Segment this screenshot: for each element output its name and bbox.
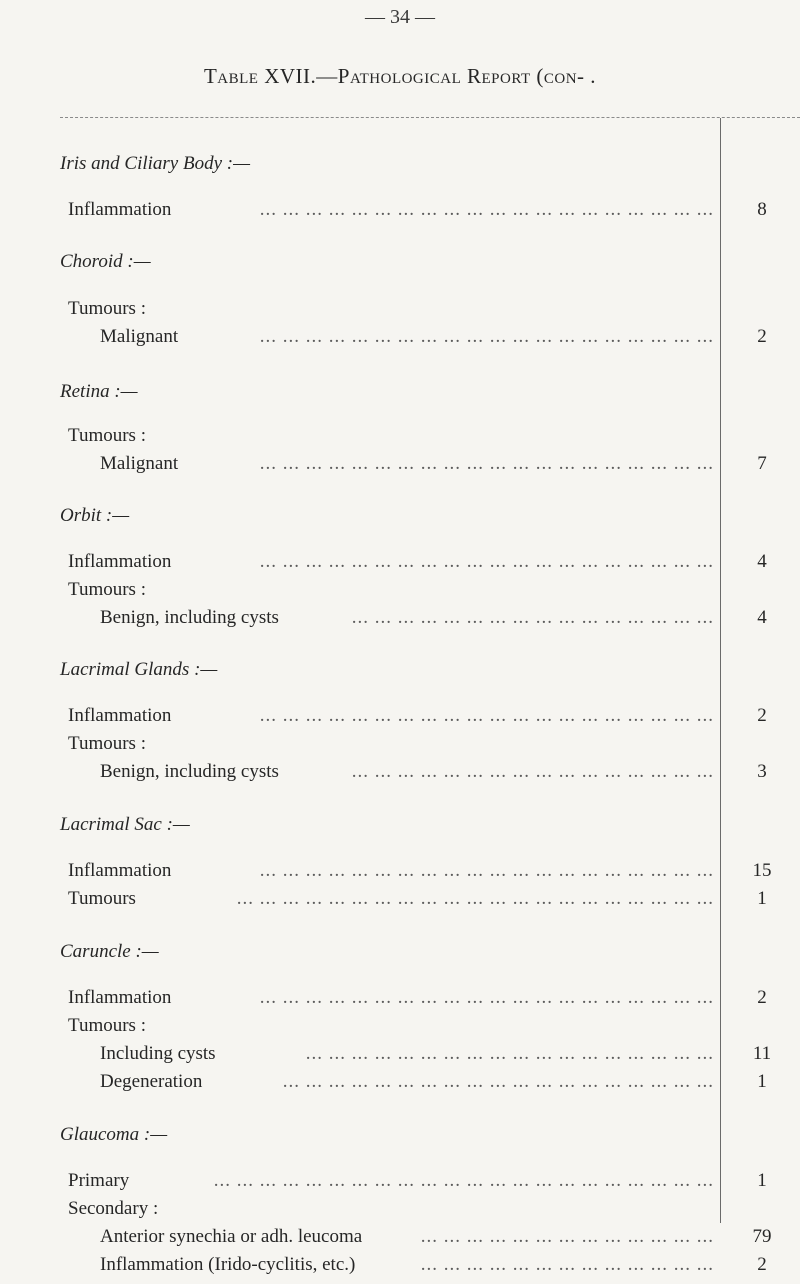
table-row <box>0 502 800 530</box>
table-row <box>0 295 800 323</box>
row-label: Including cysts <box>100 1043 216 1064</box>
table-row <box>0 1167 800 1195</box>
table-row <box>0 150 800 178</box>
row-count: 2 <box>757 705 767 726</box>
row-label: Tumours : <box>68 1015 146 1036</box>
row-count: 3 <box>757 761 767 782</box>
dot-leader: ... ... ... ... ... ... ... ... ... ... ... ... ... ... ... ... ... ... ... ... <box>259 199 714 220</box>
row-label: Inflammation <box>68 199 172 220</box>
dot-leader: ... ... ... ... ... ... ... ... ... ... ... ... ... ... ... ... ... ... ... ... <box>259 987 714 1008</box>
table-row <box>0 857 800 885</box>
row-count: 4 <box>757 551 767 572</box>
dot-leader: ... ... ... ... ... ... ... ... ... ... ... ... ... ... ... ... ... ... ... ... <box>259 860 714 881</box>
table-row <box>0 248 800 276</box>
row-label: Caruncle :— <box>60 941 159 962</box>
row-label: Benign, including cysts <box>100 607 279 628</box>
dot-leader: ... ... ... ... ... ... ... ... ... ... ... ... ... <box>420 1254 714 1275</box>
row-count: 11 <box>752 1043 772 1064</box>
table-row <box>0 422 800 450</box>
row-label: Lacrimal Glands :— <box>60 659 218 680</box>
row-count: 15 <box>752 860 772 881</box>
table-row <box>0 885 800 913</box>
table-row <box>0 702 800 730</box>
row-label: Secondary : <box>68 1198 159 1219</box>
table-row <box>0 1012 800 1040</box>
dot-leader: ... ... ... ... ... ... ... ... ... ... ... ... ... ... ... ... ... ... ... ... <box>259 705 714 726</box>
row-count: 79 <box>752 1226 772 1247</box>
table-row <box>0 656 800 684</box>
row-label: Retina :— <box>60 381 138 402</box>
table-row <box>0 1251 800 1279</box>
table-row <box>0 1040 800 1068</box>
row-count: 4 <box>757 607 767 628</box>
row-count: 2 <box>757 987 767 1008</box>
dot-leader: ... ... ... ... ... ... ... ... ... ... ... ... ... ... ... ... ... ... ... ... <box>259 453 714 474</box>
row-label: Choroid :— <box>60 251 151 272</box>
table-row <box>0 938 800 966</box>
table-row <box>0 984 800 1012</box>
row-label: Iris and Ciliary Body :— <box>60 153 250 174</box>
table-row <box>0 576 800 604</box>
table-row <box>0 548 800 576</box>
table-row <box>0 450 800 478</box>
dot-leader: ... ... ... ... ... ... ... ... ... ... ... ... ... ... ... ... ... ... ... ... <box>259 551 714 572</box>
row-label: Tumours : <box>68 425 146 446</box>
table-row <box>0 196 800 224</box>
row-count: 2 <box>757 1254 767 1275</box>
row-count: 7 <box>757 453 767 474</box>
dot-leader: ... ... ... ... ... ... ... ... ... ... ... ... ... ... ... ... <box>351 761 714 782</box>
table-row <box>0 758 800 786</box>
table-row <box>0 730 800 758</box>
table-row <box>0 1121 800 1149</box>
dot-leader: ... ... ... ... ... ... ... ... ... ... ... ... ... ... ... ... ... ... ... ... <box>259 326 714 347</box>
row-label: Anterior synechia or adh. leucoma <box>100 1226 363 1247</box>
row-count: 1 <box>757 1071 767 1092</box>
top-rule <box>60 117 800 118</box>
row-label: Primary <box>68 1170 130 1191</box>
page-number: — 34 — <box>365 6 435 28</box>
row-count: 1 <box>757 1170 767 1191</box>
row-label: Inflammation <box>68 860 172 881</box>
row-label: Lacrimal Sac :— <box>60 814 190 835</box>
row-label: Malignant <box>100 326 179 347</box>
row-label: Tumours : <box>68 579 146 600</box>
row-count: 1 <box>757 888 767 909</box>
row-count: 2 <box>757 326 767 347</box>
row-label: Orbit :— <box>60 505 130 526</box>
row-label: Inflammation (Irido-cyclitis, etc.) <box>100 1254 356 1275</box>
row-label: Inflammation <box>68 705 172 726</box>
row-label: Inflammation <box>68 987 172 1008</box>
table-row <box>0 604 800 632</box>
row-count: 8 <box>757 199 767 220</box>
dot-leader: ... ... ... ... ... ... ... ... ... ... ... ... ... ... ... ... ... ... ... ... ... ... <box>213 1170 714 1191</box>
row-label: Inflammation <box>68 551 172 572</box>
dot-leader: ... ... ... ... ... ... ... ... ... ... ... ... ... ... ... ... ... ... ... <box>282 1071 714 1092</box>
table-row <box>0 811 800 839</box>
table-title: Table XVII.—Pathological Report (con- . <box>203 64 597 88</box>
row-label: Tumours <box>68 888 136 909</box>
row-label: Tumours : <box>68 733 146 754</box>
dot-leader: ... ... ... ... ... ... ... ... ... ... ... ... ... ... ... ... <box>351 607 714 628</box>
dot-leader: ... ... ... ... ... ... ... ... ... ... ... ... ... ... ... ... ... ... <box>305 1043 714 1064</box>
dot-leader: ... ... ... ... ... ... ... ... ... ... ... ... ... <box>420 1226 714 1247</box>
row-label: Tumours : <box>68 298 146 319</box>
row-label: Malignant <box>100 453 179 474</box>
table-row <box>0 323 800 351</box>
table-row <box>0 1223 800 1251</box>
table-row <box>0 1195 800 1223</box>
table-row <box>0 378 800 406</box>
row-label: Glaucoma :— <box>60 1124 168 1145</box>
dot-leader: ... ... ... ... ... ... ... ... ... ... ... ... ... ... ... ... ... ... ... ... ... <box>236 888 714 909</box>
row-label: Degeneration <box>100 1071 203 1092</box>
table-row <box>0 1068 800 1096</box>
row-label: Benign, including cysts <box>100 761 279 782</box>
